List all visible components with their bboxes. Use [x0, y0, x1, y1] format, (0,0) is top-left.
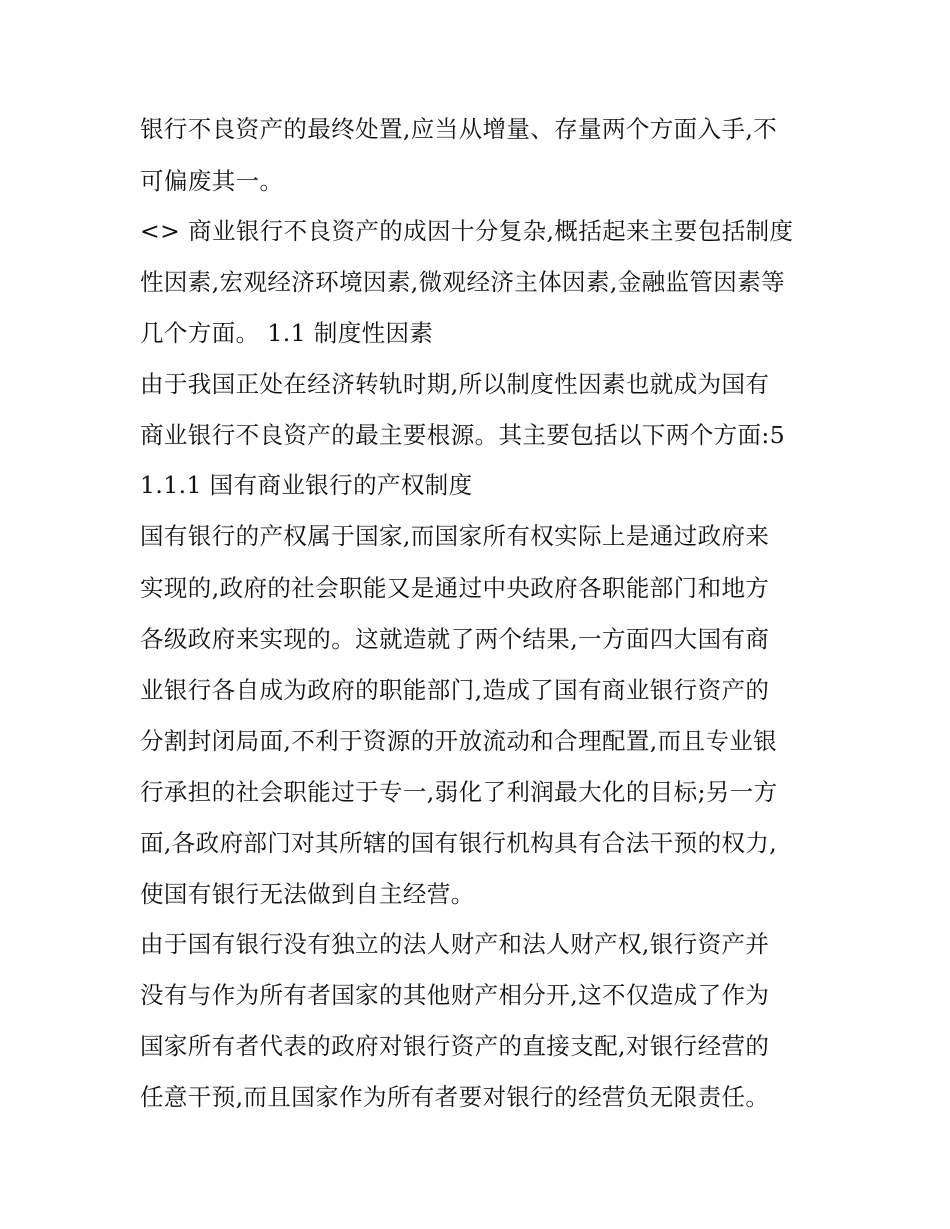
text-line: 行承担的社会职能过于专一,弱化了利润最大化的目标;另一方	[140, 778, 778, 806]
heading-line: 几个方面。 1.1 制度性因素	[140, 319, 434, 347]
text-line: <> 商业银行不良资产的成因十分复杂,概括起来主要包括制度	[140, 217, 794, 245]
text-line: 性因素,宏观经济环境因素,微观经济主体因素,金融监管因素等	[140, 268, 786, 296]
text-line: 实现的,政府的社会职能又是通过中央政府各职能部门和地方	[140, 574, 770, 602]
text-line: 可偏废其一。	[140, 167, 284, 195]
text-line: 商业银行不良资产的最主要根源。其主要包括以下两个方面:5	[140, 421, 786, 449]
text-line: 没有与作为所有者国家的其他财产相分开,这不仅造成了作为	[140, 981, 770, 1009]
text-line: 业银行各自成为政府的职能部门,造成了国有商业银行资产的	[140, 676, 770, 704]
text-line: 银行不良资产的最终处置,应当从增量、存量两个方面入手,不	[140, 115, 778, 143]
text-line: 国有银行的产权属于国家,而国家所有权实际上是通过政府来	[140, 522, 770, 550]
text-line: 由于国有银行没有独立的法人财产和法人财产权,银行资产并	[140, 930, 770, 958]
text-line: 由于我国正处在经济转轨时期,所以制度性因素也就成为国有	[140, 370, 770, 398]
text-line: 分割封闭局面,不利于资源的开放流动和合理配置,而且专业银	[140, 727, 778, 755]
text-line: 使国有银行无法做到自主经营。	[140, 880, 475, 908]
text-line: 各级政府来实现的。这就造就了两个结果,一方面四大国有商	[140, 625, 770, 653]
text-line: 任意干预,而且国家作为所有者要对银行的经营负无限责任。	[140, 1083, 770, 1111]
text-line: 面,各政府部门对其所辖的国有银行机构具有合法干预的权力,	[140, 829, 778, 857]
subheading-line: 1.1.1 国有商业银行的产权制度	[140, 471, 473, 499]
text-line: 国家所有者代表的政府对银行资产的直接支配,对银行经营的	[140, 1032, 770, 1060]
